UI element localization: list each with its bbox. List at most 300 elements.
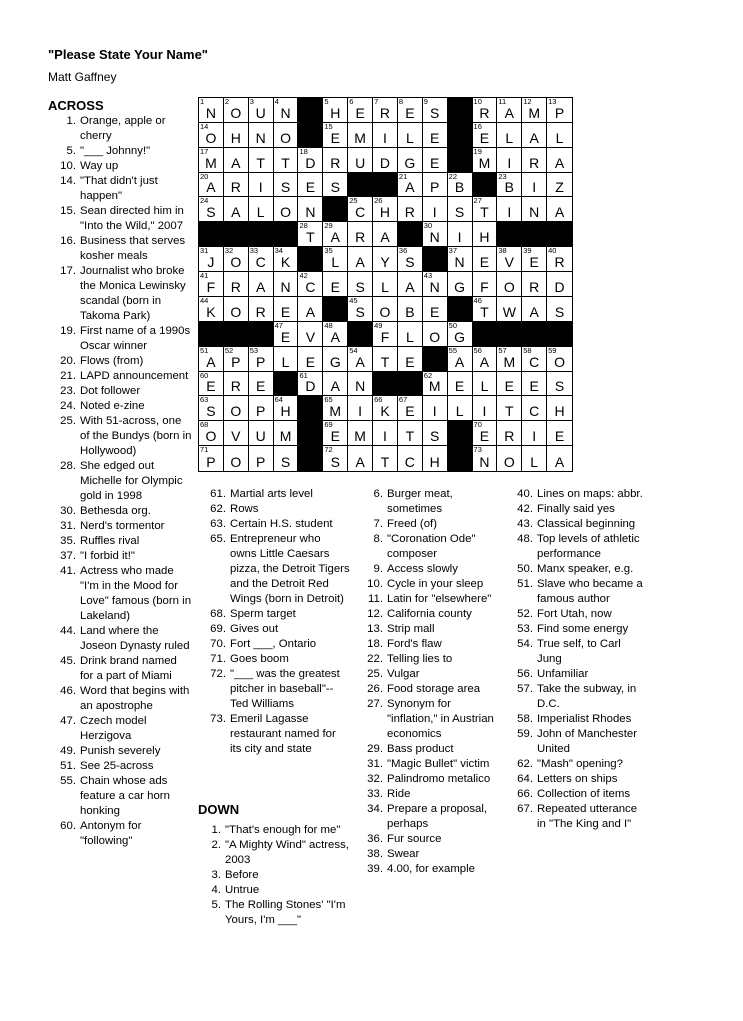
cell-letter: O xyxy=(280,204,291,221)
cell-letter: N xyxy=(429,229,440,246)
grid-cell[interactable] xyxy=(497,347,522,372)
grid-cell[interactable] xyxy=(473,247,498,272)
grid-cell[interactable] xyxy=(323,98,348,123)
grid-cell[interactable] xyxy=(274,197,299,222)
grid-cell[interactable] xyxy=(274,446,299,471)
grid-cell[interactable] xyxy=(398,347,423,372)
grid-cell[interactable] xyxy=(348,396,373,421)
down-clue[interactable] xyxy=(355,847,495,862)
down-clue[interactable] xyxy=(355,577,495,592)
grid-cell[interactable] xyxy=(547,247,572,272)
grid-cell[interactable] xyxy=(522,123,547,148)
across-clue[interactable] xyxy=(48,744,192,759)
across-clue[interactable] xyxy=(198,502,350,517)
grid-cell[interactable] xyxy=(448,372,473,397)
grid-cell[interactable] xyxy=(448,173,473,198)
across-clue[interactable] xyxy=(198,652,350,667)
across-clue[interactable] xyxy=(48,144,192,159)
grid-cell[interactable] xyxy=(348,222,373,247)
cell-letter: R xyxy=(529,154,540,171)
across-clue[interactable] xyxy=(48,354,192,369)
grid-cell[interactable] xyxy=(473,222,498,247)
grid-cell[interactable] xyxy=(224,347,249,372)
grid-cell[interactable] xyxy=(448,247,473,272)
grid-cell[interactable] xyxy=(224,123,249,148)
grid-cell[interactable] xyxy=(274,98,299,123)
grid-cell[interactable] xyxy=(522,98,547,123)
cell-letter: E xyxy=(504,378,514,395)
grid-cell[interactable] xyxy=(224,421,249,446)
cell-number: 52 xyxy=(224,345,234,355)
down-clue[interactable] xyxy=(505,622,645,637)
grid-cell[interactable] xyxy=(348,148,373,173)
grid-cell[interactable] xyxy=(448,347,473,372)
down-clue[interactable] xyxy=(355,532,495,562)
grid-cell[interactable] xyxy=(249,123,274,148)
down-clue[interactable] xyxy=(355,757,495,772)
grid-cell[interactable] xyxy=(423,297,448,322)
across-clue[interactable] xyxy=(48,534,192,549)
grid-cell[interactable] xyxy=(398,322,423,347)
grid-cell[interactable] xyxy=(249,421,274,446)
grid-cell[interactable] xyxy=(522,247,547,272)
grid-cell[interactable] xyxy=(373,446,398,471)
grid-cell[interactable] xyxy=(199,347,224,372)
clue-text: See 25-across xyxy=(80,760,154,772)
grid-cell[interactable] xyxy=(497,421,522,446)
grid-cell[interactable] xyxy=(298,197,323,222)
grid-cell[interactable] xyxy=(423,421,448,446)
cell-number: 34 xyxy=(274,246,283,256)
across-clue[interactable] xyxy=(48,459,192,504)
grid-cell[interactable] xyxy=(373,272,398,297)
down-clue[interactable] xyxy=(505,787,645,802)
grid-cell[interactable] xyxy=(348,446,373,471)
down-clue[interactable] xyxy=(355,697,495,742)
grid-cell[interactable] xyxy=(398,446,423,471)
cell-letter: E xyxy=(405,403,415,420)
cell-letter: C xyxy=(404,454,415,470)
grid-cell[interactable] xyxy=(497,272,522,297)
grid-cell[interactable] xyxy=(547,446,572,471)
down-clue[interactable] xyxy=(505,802,645,832)
grid-cell[interactable] xyxy=(373,421,398,446)
grid-cell[interactable] xyxy=(298,173,323,198)
grid-cell[interactable] xyxy=(199,421,224,446)
grid-cell[interactable] xyxy=(398,148,423,173)
clue-number: 22. xyxy=(367,653,383,665)
grid-cell[interactable] xyxy=(274,173,299,198)
grid-cell[interactable] xyxy=(199,372,224,397)
grid-cell[interactable] xyxy=(423,396,448,421)
grid-cell[interactable] xyxy=(274,347,299,372)
cell-number: 8 xyxy=(398,97,404,106)
across-clue[interactable] xyxy=(48,774,192,819)
grid-cell[interactable] xyxy=(323,446,348,471)
grid-cell[interactable] xyxy=(224,173,249,198)
grid-cell[interactable] xyxy=(199,173,224,198)
down-clue[interactable] xyxy=(505,682,645,712)
grid-cell[interactable] xyxy=(373,222,398,247)
across-clue[interactable] xyxy=(198,487,350,502)
across-clue[interactable] xyxy=(48,519,192,534)
clue-text: Lines on maps: abbr. xyxy=(537,488,643,500)
down-clue[interactable] xyxy=(355,562,495,577)
grid-cell[interactable] xyxy=(473,148,498,173)
grid-cell[interactable] xyxy=(249,197,274,222)
across-clue[interactable] xyxy=(48,684,192,714)
grid-cell[interactable] xyxy=(547,272,572,297)
grid-cell[interactable] xyxy=(448,322,473,347)
grid-cell[interactable] xyxy=(373,347,398,372)
down-clue[interactable] xyxy=(355,667,495,682)
across-clue[interactable] xyxy=(48,564,192,624)
across-clue[interactable] xyxy=(48,759,192,774)
black-square xyxy=(448,148,473,173)
grid-cell[interactable] xyxy=(199,396,224,421)
grid-cell[interactable] xyxy=(348,247,373,272)
down-clue[interactable] xyxy=(355,637,495,652)
grid-cell[interactable] xyxy=(298,297,323,322)
across-clue[interactable] xyxy=(48,819,192,849)
down-clue[interactable] xyxy=(505,487,645,502)
grid-cell[interactable] xyxy=(373,197,398,222)
grid-cell[interactable] xyxy=(398,123,423,148)
grid-cell[interactable] xyxy=(323,322,348,347)
down-clue[interactable] xyxy=(355,517,495,532)
grid-cell[interactable] xyxy=(348,197,373,222)
down-clue[interactable] xyxy=(355,682,495,697)
grid-cell[interactable] xyxy=(274,396,299,421)
grid-cell[interactable] xyxy=(522,347,547,372)
black-square xyxy=(274,372,299,397)
across-clue[interactable] xyxy=(48,714,192,744)
grid-cell[interactable] xyxy=(298,372,323,397)
down-clue[interactable] xyxy=(505,727,645,757)
cell-number: 17 xyxy=(200,146,209,156)
grid-cell[interactable] xyxy=(323,148,348,173)
down-clue[interactable] xyxy=(355,622,495,637)
clue-text: Slave who became a famous author xyxy=(537,578,643,605)
grid-cell[interactable] xyxy=(522,446,547,471)
down-clue[interactable] xyxy=(355,592,495,607)
grid-cell[interactable] xyxy=(298,347,323,372)
down-clue[interactable] xyxy=(355,652,495,667)
down-clue[interactable] xyxy=(505,607,645,622)
grid-cell[interactable] xyxy=(348,347,373,372)
grid-cell[interactable] xyxy=(423,123,448,148)
grid-cell[interactable] xyxy=(224,98,249,123)
across-clue[interactable] xyxy=(48,654,192,684)
grid-cell[interactable] xyxy=(547,396,572,421)
across-clue[interactable] xyxy=(48,384,192,399)
across-clue[interactable] xyxy=(48,174,192,204)
grid-cell[interactable] xyxy=(224,297,249,322)
grid-cell[interactable] xyxy=(398,396,423,421)
grid-cell[interactable] xyxy=(323,272,348,297)
across-clue[interactable] xyxy=(48,414,192,459)
grid-cell[interactable] xyxy=(547,148,572,173)
grid-cell[interactable] xyxy=(348,297,373,322)
across-clue[interactable] xyxy=(198,667,350,712)
clue-text: Bass product xyxy=(387,743,454,755)
grid-cell[interactable] xyxy=(199,297,224,322)
down-clue[interactable] xyxy=(355,742,495,757)
grid-cell[interactable] xyxy=(547,173,572,198)
grid-cell[interactable] xyxy=(423,322,448,347)
down-clue[interactable] xyxy=(505,772,645,787)
grid-cell[interactable] xyxy=(497,98,522,123)
grid-cell[interactable] xyxy=(547,347,572,372)
grid-cell[interactable] xyxy=(274,322,299,347)
grid-cell[interactable] xyxy=(373,247,398,272)
across-clue[interactable] xyxy=(48,159,192,174)
grid-cell[interactable] xyxy=(274,421,299,446)
grid-cell[interactable] xyxy=(373,322,398,347)
grid-cell[interactable] xyxy=(199,197,224,222)
grid-cell[interactable] xyxy=(398,421,423,446)
down-clue[interactable] xyxy=(355,487,495,517)
grid-cell[interactable] xyxy=(423,372,448,397)
grid-cell[interactable] xyxy=(473,297,498,322)
down-clue[interactable] xyxy=(355,772,495,787)
grid-cell[interactable] xyxy=(224,272,249,297)
grid-cell[interactable] xyxy=(497,173,522,198)
grid-cell[interactable] xyxy=(348,272,373,297)
across-clue[interactable] xyxy=(198,712,350,757)
grid-cell[interactable] xyxy=(274,123,299,148)
down-clue[interactable] xyxy=(355,787,495,802)
grid-cell[interactable] xyxy=(373,148,398,173)
down-clue[interactable] xyxy=(505,757,645,772)
grid-cell[interactable] xyxy=(423,197,448,222)
grid-cell[interactable] xyxy=(224,197,249,222)
grid-cell[interactable] xyxy=(522,173,547,198)
grid-cell[interactable] xyxy=(249,396,274,421)
cell-letter: A xyxy=(529,303,539,320)
down-clue[interactable] xyxy=(355,832,495,847)
black-square xyxy=(323,197,348,222)
grid-cell[interactable] xyxy=(249,446,274,471)
across-clue[interactable] xyxy=(48,504,192,519)
grid-cell[interactable] xyxy=(522,372,547,397)
black-square xyxy=(373,372,398,397)
down-clue[interactable] xyxy=(505,667,645,682)
grid-cell[interactable] xyxy=(423,148,448,173)
grid-cell[interactable] xyxy=(199,247,224,272)
grid-cell[interactable] xyxy=(298,322,323,347)
grid-cell[interactable] xyxy=(249,272,274,297)
grid-cell[interactable] xyxy=(473,197,498,222)
across-clue[interactable] xyxy=(48,114,192,144)
grid-cell[interactable] xyxy=(473,123,498,148)
down-clue[interactable] xyxy=(198,868,350,883)
across-clue[interactable] xyxy=(48,204,192,234)
grid-cell[interactable] xyxy=(224,446,249,471)
grid-cell[interactable] xyxy=(473,446,498,471)
down-clue[interactable] xyxy=(505,637,645,667)
grid-cell[interactable] xyxy=(547,98,572,123)
grid-cell[interactable] xyxy=(323,347,348,372)
grid-cell[interactable] xyxy=(249,297,274,322)
across-clue[interactable] xyxy=(198,607,350,622)
grid-cell[interactable] xyxy=(522,148,547,173)
grid-cell[interactable] xyxy=(497,197,522,222)
grid-cell[interactable] xyxy=(497,247,522,272)
grid-cell[interactable] xyxy=(249,98,274,123)
down-clue[interactable] xyxy=(198,838,350,868)
across-clue[interactable] xyxy=(48,549,192,564)
down-clue[interactable] xyxy=(355,802,495,832)
grid-cell[interactable] xyxy=(348,421,373,446)
grid-cell[interactable] xyxy=(274,148,299,173)
across-clue[interactable] xyxy=(198,532,350,607)
down-clue[interactable] xyxy=(505,502,645,517)
cell-letter: O xyxy=(230,454,242,470)
grid-cell[interactable] xyxy=(497,396,522,421)
across-clue[interactable] xyxy=(198,637,350,652)
grid-cell[interactable] xyxy=(398,247,423,272)
grid-cell[interactable] xyxy=(348,123,373,148)
cell-letter: C xyxy=(305,278,316,295)
grid-cell[interactable] xyxy=(323,222,348,247)
grid-cell[interactable] xyxy=(547,421,572,446)
grid-cell[interactable] xyxy=(398,197,423,222)
grid-cell[interactable] xyxy=(497,148,522,173)
across-clue[interactable] xyxy=(48,234,192,264)
grid-cell[interactable] xyxy=(249,372,274,397)
grid-cell[interactable] xyxy=(373,123,398,148)
grid-cell[interactable] xyxy=(423,173,448,198)
across-clue[interactable] xyxy=(198,517,350,532)
grid-cell[interactable] xyxy=(323,396,348,421)
down-clue[interactable] xyxy=(198,898,350,928)
grid-cell[interactable] xyxy=(199,272,224,297)
grid-cell[interactable] xyxy=(473,347,498,372)
grid-cell[interactable] xyxy=(522,396,547,421)
grid-cell[interactable] xyxy=(249,148,274,173)
grid-cell[interactable] xyxy=(199,123,224,148)
grid-cell[interactable] xyxy=(497,372,522,397)
across-clue[interactable] xyxy=(48,324,192,354)
grid-cell[interactable] xyxy=(547,372,572,397)
down-clue[interactable] xyxy=(355,862,495,877)
down-clue[interactable] xyxy=(505,562,645,577)
grid-cell[interactable] xyxy=(398,297,423,322)
cell-letter: S xyxy=(355,278,365,295)
down-clue[interactable] xyxy=(355,607,495,622)
grid-cell[interactable] xyxy=(323,372,348,397)
clue-number: 23. xyxy=(60,385,76,397)
grid-cell[interactable] xyxy=(274,272,299,297)
grid-cell[interactable] xyxy=(224,372,249,397)
across-clue[interactable] xyxy=(48,624,192,654)
grid-cell[interactable] xyxy=(497,446,522,471)
black-square xyxy=(497,322,522,347)
cell-letter: I xyxy=(432,204,437,221)
grid-cell[interactable] xyxy=(547,123,572,148)
down-clue[interactable] xyxy=(505,517,645,532)
grid-cell[interactable] xyxy=(522,272,547,297)
grid-cell[interactable] xyxy=(373,396,398,421)
across-clue[interactable] xyxy=(48,264,192,324)
cell-letter: F xyxy=(380,328,390,345)
grid-cell[interactable] xyxy=(473,421,498,446)
grid-cell[interactable] xyxy=(323,173,348,198)
grid-cell[interactable] xyxy=(249,173,274,198)
across-clue[interactable] xyxy=(48,399,192,414)
cell-letter: R xyxy=(404,204,415,221)
grid-cell[interactable] xyxy=(497,123,522,148)
grid-cell[interactable] xyxy=(473,396,498,421)
grid-cell[interactable] xyxy=(373,297,398,322)
clue-text: "___ Johnny!" xyxy=(80,145,151,157)
grid-cell[interactable] xyxy=(224,148,249,173)
grid-cell[interactable] xyxy=(497,297,522,322)
down-clue[interactable] xyxy=(198,883,350,898)
down-clue[interactable] xyxy=(505,712,645,727)
grid-cell[interactable] xyxy=(448,272,473,297)
grid-cell[interactable] xyxy=(199,98,224,123)
grid-cell[interactable] xyxy=(473,98,498,123)
across-clue[interactable] xyxy=(48,369,192,384)
grid-cell[interactable] xyxy=(249,247,274,272)
grid-cell[interactable] xyxy=(199,148,224,173)
clue-number: 10. xyxy=(60,160,76,172)
clue-text: Cycle in your sleep xyxy=(387,578,484,590)
grid-cell[interactable] xyxy=(398,272,423,297)
grid-cell[interactable] xyxy=(249,347,274,372)
grid-cell[interactable] xyxy=(522,197,547,222)
grid-cell[interactable] xyxy=(373,98,398,123)
grid-cell[interactable] xyxy=(398,173,423,198)
grid-cell[interactable] xyxy=(274,297,299,322)
grid-cell[interactable] xyxy=(547,297,572,322)
grid-cell[interactable] xyxy=(348,372,373,397)
grid-cell[interactable] xyxy=(398,98,423,123)
grid-cell[interactable] xyxy=(423,272,448,297)
grid-cell[interactable] xyxy=(473,372,498,397)
down-clue[interactable] xyxy=(505,532,645,562)
grid-cell[interactable] xyxy=(522,421,547,446)
grid-cell[interactable] xyxy=(298,222,323,247)
grid-cell[interactable] xyxy=(274,247,299,272)
grid-cell[interactable] xyxy=(423,446,448,471)
grid-cell[interactable] xyxy=(448,396,473,421)
grid-cell[interactable] xyxy=(224,247,249,272)
grid-cell[interactable] xyxy=(323,247,348,272)
grid-cell[interactable] xyxy=(423,222,448,247)
down-clue[interactable] xyxy=(198,823,350,838)
grid-cell[interactable] xyxy=(348,98,373,123)
grid-cell[interactable] xyxy=(298,148,323,173)
grid-cell[interactable] xyxy=(547,197,572,222)
grid-cell[interactable] xyxy=(298,272,323,297)
grid-cell[interactable] xyxy=(224,396,249,421)
black-square xyxy=(522,322,547,347)
grid-cell[interactable] xyxy=(323,123,348,148)
grid-cell[interactable] xyxy=(323,421,348,446)
black-square xyxy=(473,173,498,198)
grid-cell[interactable] xyxy=(522,297,547,322)
grid-cell[interactable] xyxy=(199,446,224,471)
grid-cell[interactable] xyxy=(473,272,498,297)
grid-cell[interactable] xyxy=(448,222,473,247)
across-clue[interactable] xyxy=(198,622,350,637)
grid-cell[interactable] xyxy=(423,98,448,123)
grid-cell[interactable] xyxy=(448,197,473,222)
down-clue[interactable] xyxy=(505,577,645,607)
